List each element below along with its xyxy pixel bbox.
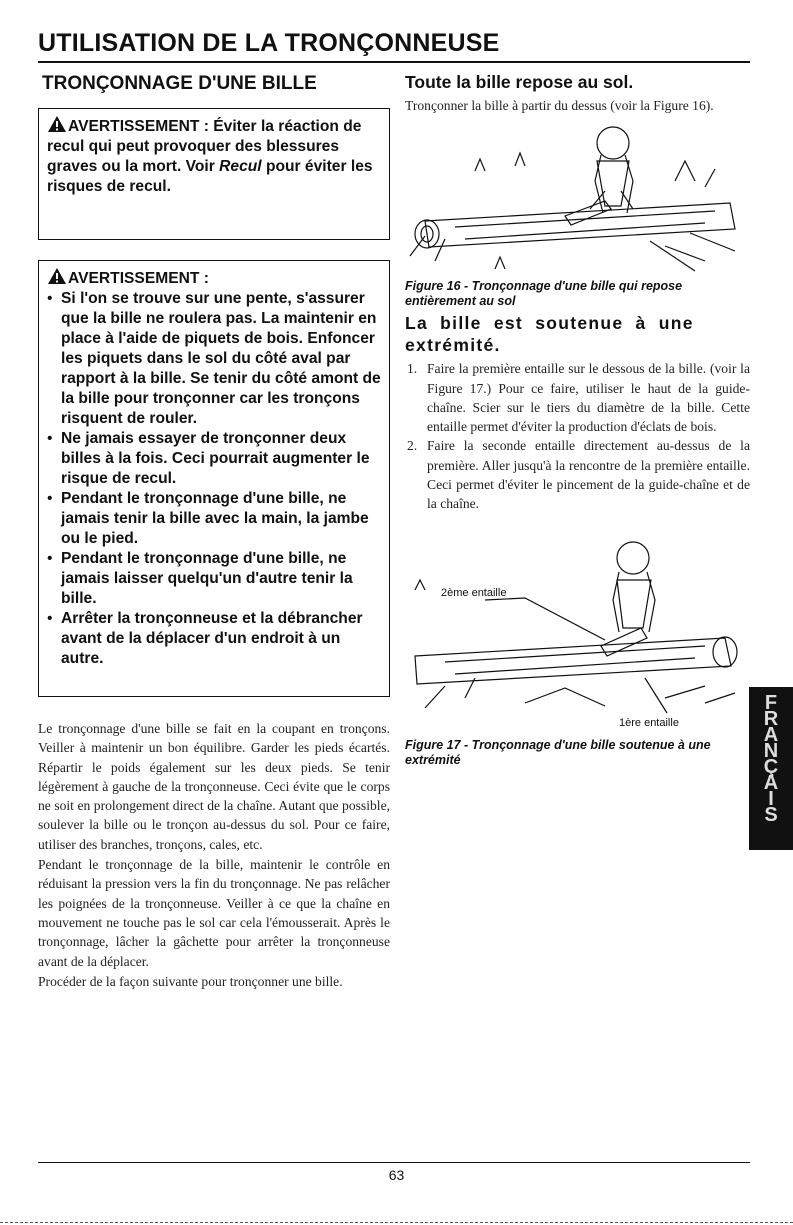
side-tab-letters bbox=[759, 692, 783, 826]
warning-header bbox=[47, 267, 381, 289]
warning-triangle-icon bbox=[47, 115, 67, 133]
steps-list bbox=[405, 359, 750, 513]
warning-item: • Arrêter la tronçonneuse et la débrancher avant de la déplacer d'un endroit à un autre. bbox=[47, 609, 381, 669]
figure-16-illustration bbox=[405, 121, 750, 279]
page-number: 63 bbox=[388, 1167, 405, 1183]
left-body-text bbox=[38, 719, 390, 991]
side-tab-letter: I bbox=[768, 788, 774, 810]
warning-title: AVERTISSEMENT : bbox=[68, 118, 209, 135]
figure-17-label-second-cut: 2ème entaille bbox=[441, 586, 507, 599]
figure-16 bbox=[405, 121, 750, 279]
figure-17 bbox=[405, 528, 750, 738]
step-item bbox=[405, 359, 750, 436]
warning-title: AVERTISSEMENT : bbox=[68, 270, 209, 287]
paragraph: Procéder de la façon suivante pour tronçonner une bille. bbox=[38, 973, 343, 989]
footer-rule bbox=[38, 1162, 750, 1163]
warning-triangle-icon bbox=[47, 267, 67, 285]
warning-item: • Pendant le tronçonnage d'une bille, ne jamais tenir la bille avec la main, la jambe ou le pied. bbox=[47, 489, 381, 549]
step-item bbox=[405, 436, 750, 513]
warning-item: • Ne jamais essayer de tronçonner deux billes à la fois. Ceci pourrait augmenter le risque de recul. bbox=[47, 429, 381, 489]
side-tab-letter: A bbox=[763, 724, 779, 746]
warning-box-recul bbox=[38, 108, 390, 240]
figure-16-caption: Figure 16 - Tronçonnage d'une bille qui repose entièrement au sol bbox=[405, 279, 683, 309]
figure-17-illustration bbox=[405, 528, 750, 738]
right-column bbox=[405, 72, 750, 768]
warning-item: • Si l'on se trouve sur une pente, s'assurer que la bille ne roulera pas. La maintenir en place à l'aide de piquets de bois. Enfoncer les piquets dans le sol du côté aval par rapport à la bille. Se tenir du côté amont de la bille pour tronçonner car les tronçons risquent de rouler. bbox=[47, 289, 381, 429]
side-tab-letter: F bbox=[764, 692, 778, 714]
side-tab-letter: A bbox=[763, 772, 779, 794]
warning-text: Éviter la réaction de recul qui peut provoquer des blessures graves ou la mort. Voir bbox=[47, 118, 362, 175]
warning-text-end: pour éviter les risques de recul. bbox=[47, 158, 373, 195]
side-tab-letter: R bbox=[763, 708, 779, 730]
section-title: TRONÇONNAGE D'UNE BILLE bbox=[42, 73, 317, 94]
step-number: 1. bbox=[407, 361, 418, 377]
left-column bbox=[38, 72, 390, 992]
warning-box-list bbox=[38, 260, 390, 697]
paragraph: Pendant le tronçonnage de la bille, maintenir le contrôle en réduisant la pression vers la fin du tronçonnage. Ne pas relâcher les poignées de la tronçonneuse. Veiller à ce que la chaîne en mouvement ne touche pas le sol car cela l'émousserait. Après le tronçonnage, lâcher la gâchette pour arrêter la tronçonneuse avant de la déplacer. bbox=[38, 857, 390, 969]
paragraph: Le tronçonnage d'une bille se fait en la coupant en tronçons. Veiller à maintenir un bon équilibre. Garder les pieds écartés. Répartir le poids également sur les deux pieds. Se tenir légèrement à gauche de la tronçonneuse. Ceci évite que le corps ne soit en prolongement direct de la chaîne. Autant que possible, soulever la bille ou le tronçon au-dessus du sol. Pour ce faire, utiliser des branches, tronçons, cales, etc. bbox=[38, 721, 390, 852]
language-side-tab bbox=[749, 687, 793, 850]
subheading-log-supported: La bille est soutenue à une extrémité. bbox=[405, 313, 694, 356]
page-edge-dashes bbox=[0, 1222, 793, 1223]
subheading-log-on-ground: Toute la bille repose au sol. bbox=[405, 72, 634, 92]
header-rule bbox=[38, 61, 750, 63]
figure-17-caption: Figure 17 - Tronçonnage d'une bille soutenue à une extrémité bbox=[405, 737, 711, 767]
step-text: Faire la première entaille sur le dessous de la bille. (voir la Figure 17.) Pour ce faire, utiliser le haut de la guide-chaîne. Scier sur le tiers du diamètre de la bille. Cette entaille permet d'éviter la production d'éclats de bois. bbox=[427, 361, 750, 435]
warning-reference: Recul bbox=[219, 158, 262, 175]
warning-item: • Pendant le tronçonnage d'une bille, ne jamais laisser quelqu'un d'autre tenir la bille. bbox=[47, 549, 381, 609]
side-tab-letter: N bbox=[763, 740, 779, 762]
warning-list bbox=[47, 289, 381, 669]
page-header bbox=[38, 28, 748, 58]
page-title: UTILISATION DE LA TRONÇONNEUSE bbox=[38, 29, 500, 57]
step-text: Faire la seconde entaille directement au-dessus de la première. Aller jusqu'à la rencontre de la première entaille. Ceci permet d'éviter le pincement de la guide-chaîne et de la chaîne. bbox=[427, 438, 750, 512]
side-tab-letter: S bbox=[764, 804, 778, 826]
figure-17-label-first-cut: 1ère entaille bbox=[619, 716, 679, 729]
step-number: 2. bbox=[407, 438, 418, 454]
side-tab-letter: Ç bbox=[763, 756, 779, 778]
intro-text: Tronçonner la bille à partir du dessus (voir la Figure 16). bbox=[405, 98, 714, 113]
